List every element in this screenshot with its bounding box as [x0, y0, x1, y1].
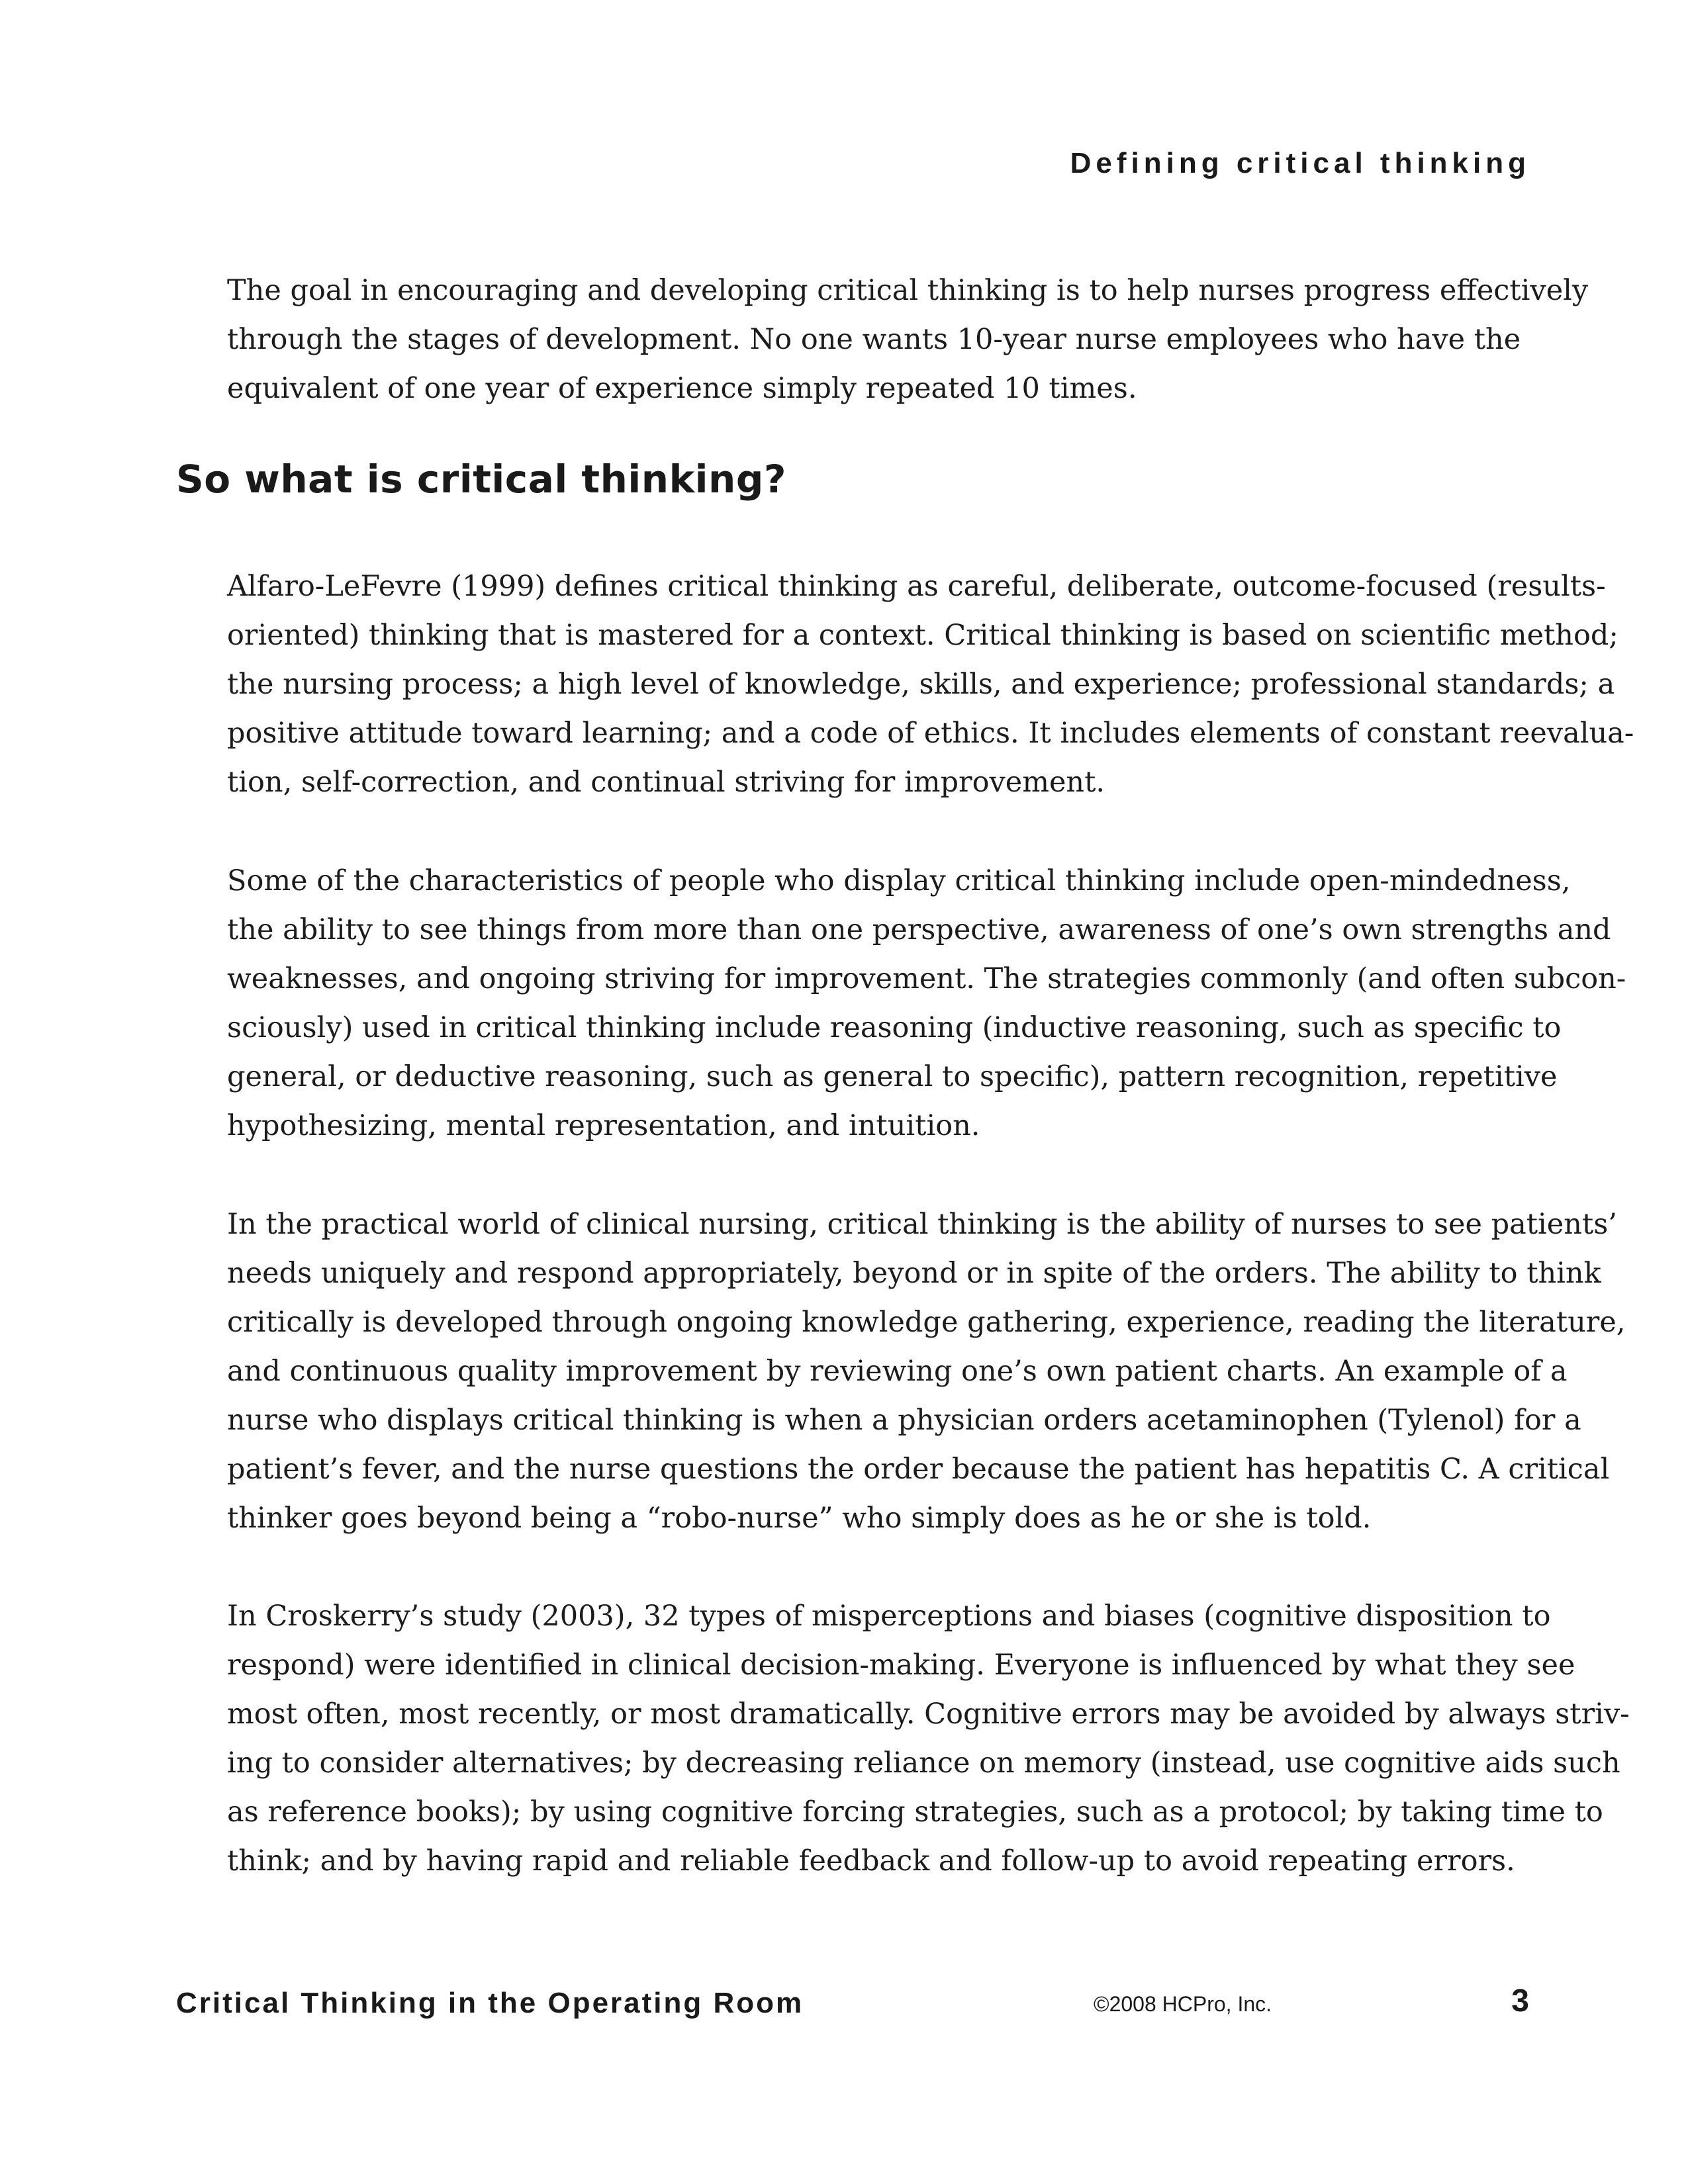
footer-copyright: ©2008 HCPro, Inc. [1094, 1992, 1272, 2016]
text-line: through the stages of development. No one wants 10-year nurse employees who have the [227, 323, 1521, 356]
intro-paragraph [227, 266, 1589, 413]
body-paragraph-3 [227, 1200, 1626, 1543]
running-head: Defining critical thinking [1070, 147, 1530, 179]
text-line: hypothesizing, mental representation, and intuition. [227, 1109, 980, 1142]
text-line: sciously) used in critical thinking include reasoning (inductive reasoning, such as specific to [227, 1011, 1562, 1044]
text-line: most often, most recently, or most dramatically. Cognitive errors may be avoided by always striv- [227, 1698, 1630, 1731]
text-line: Some of the characteristics of people who display critical thinking include open-mindedness, [227, 864, 1571, 897]
text-line: equivalent of one year of experience simply repeated 10 times. [227, 372, 1137, 405]
text-line: oriented) thinking that is mastered for a context. Critical thinking is based on scientific method; [227, 619, 1618, 652]
text-line: In Croskerry’s study (2003), 32 types of misperceptions and biases (cognitive disposition to [227, 1600, 1551, 1633]
body-paragraph-1 [227, 562, 1634, 807]
text-line: critically is developed through ongoing knowledge gathering, experience, reading the literature, [227, 1306, 1626, 1339]
text-line: In the practical world of clinical nursing, critical thinking is the ability of nurses to see patients’ [227, 1208, 1617, 1241]
text-line: weaknesses, and ongoing striving for improvement. The strategies commonly (and often subcon- [227, 962, 1626, 995]
text-line: ing to consider alternatives; by decreasing reliance on memory (instead, use cognitive aids such [227, 1747, 1620, 1780]
text-line: as reference books); by using cognitive forcing strategies, such as a protocol; by taking time to [227, 1796, 1603, 1829]
text-line: tion, self-correction, and continual striving for improvement. [227, 766, 1105, 799]
body-paragraph-2 [227, 856, 1626, 1150]
text-line: nurse who displays critical thinking is when a physician orders acetaminophen (Tylenol) for a [227, 1404, 1581, 1437]
text-line: the nursing process; a high level of knowledge, skills, and experience; professional standards; a [227, 668, 1615, 701]
text-line: think; and by having rapid and reliable feedback and follow-up to avoid repeating errors. [227, 1844, 1515, 1878]
body-paragraph-4 [227, 1592, 1630, 1886]
text-line: Alfaro-LeFevre (1999) defines critical thinking as careful, deliberate, outcome-focused (results- [227, 570, 1606, 603]
text-line: needs uniquely and respond appropriately, beyond or in spite of the orders. The ability to think [227, 1257, 1601, 1290]
text-line: thinker goes beyond being a “robo-nurse” who simply does as he or she is told. [227, 1502, 1372, 1535]
page-number: 3 [1511, 1983, 1529, 2019]
text-line: respond) were identified in clinical decision-making. Everyone is influenced by what they see [227, 1649, 1575, 1682]
section-heading: So what is critical thinking? [176, 457, 786, 502]
text-line: the ability to see things from more than one perspective, awareness of one’s own strengths and [227, 913, 1611, 946]
text-line: positive attitude toward learning; and a code of ethics. It includes elements of constant reevalua- [227, 717, 1634, 750]
text-line: The goal in encouraging and developing critical thinking is to help nurses progress effectively [227, 274, 1589, 307]
text-line: general, or deductive reasoning, such as general to specific), pattern recognition, repetitive [227, 1060, 1558, 1093]
footer-book-title: Critical Thinking in the Operating Room [176, 1987, 804, 2019]
text-line: patient’s fever, and the nurse questions the order because the patient has hepatitis C. A critical [227, 1453, 1610, 1486]
text-line: and continuous quality improvement by reviewing one’s own patient charts. An example of a [227, 1355, 1568, 1388]
